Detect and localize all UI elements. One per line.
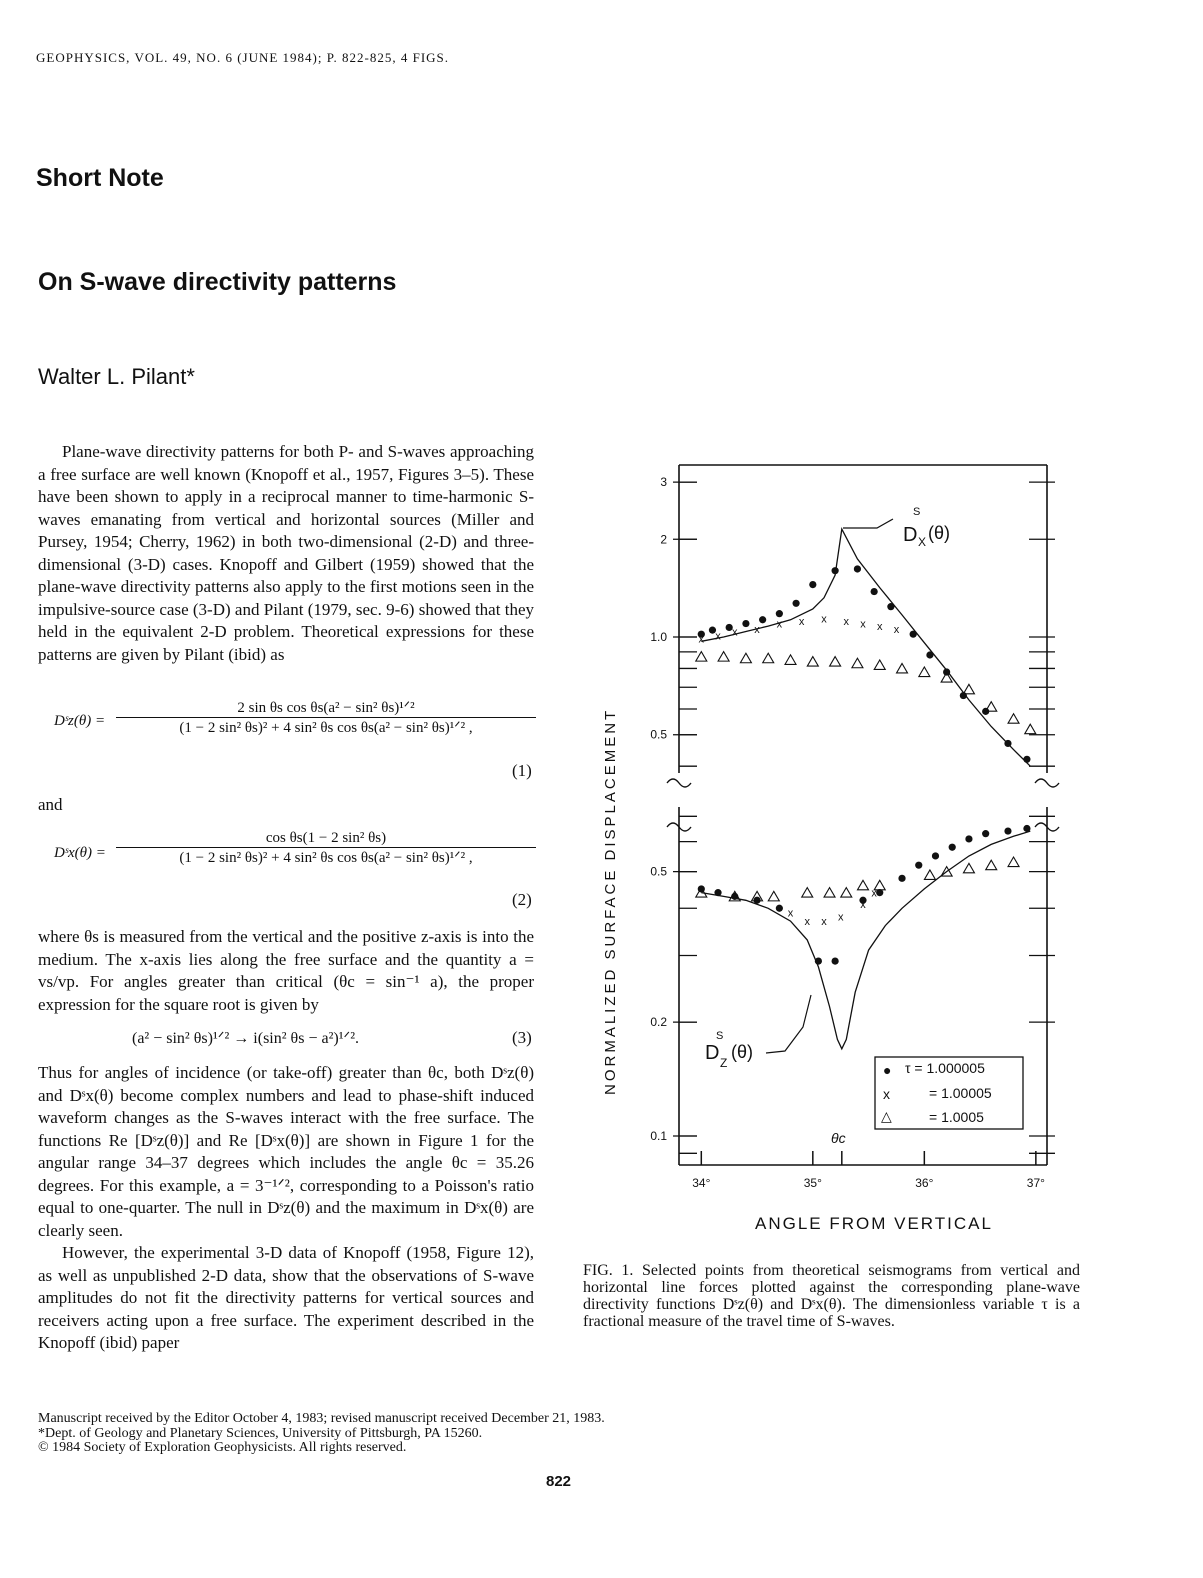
footnote-received: Manuscript received by the Editor October 4, 1983; revised manuscript received December 21, 1983.: [38, 1411, 605, 1426]
data-point-x: x: [893, 623, 900, 636]
section-label: Short Note: [36, 164, 164, 192]
dx-label-main: D: [903, 524, 918, 546]
legend-symbol-2: x: [883, 1086, 890, 1102]
data-point-x: x: [837, 911, 844, 924]
data-point-dot: [887, 603, 894, 610]
data-point-dot: [809, 581, 816, 588]
data-point-x: x: [776, 618, 783, 631]
figure-theory-curves: [698, 529, 1030, 1049]
figure-data-points: [696, 565, 1036, 964]
data-point-dot: [926, 651, 933, 658]
data-point-triangle: [824, 888, 835, 898]
data-point-x: x: [821, 613, 827, 626]
data-point-triangle: [858, 880, 869, 890]
data-point-dot: [776, 905, 783, 912]
dx-label-sub: X: [918, 535, 927, 549]
dz-label-sup: S: [716, 1030, 724, 1042]
data-point-x: x: [754, 623, 760, 636]
footnotes: [38, 1412, 938, 1456]
body-paragraph-2: where θs is measured from the vertical and the positive z-axis is into the medium. The x-axis lies along the free surface and the quantity a = vs/vp. For angles greater than critical (θc = sin⁻¹ a), the proper expression for the square root is given by: [38, 927, 534, 1014]
equation-3: (a² − sin² θs)¹ᐟ² → i(sin² θs − a²)¹ᐟ².: [132, 1030, 360, 1047]
data-point-x: x: [876, 621, 883, 634]
data-point-triangle: [763, 653, 774, 663]
dz-label-sub: Z: [720, 1056, 728, 1070]
legend-symbol-1: ●: [883, 1062, 892, 1078]
data-point-dot: [910, 631, 917, 638]
equation-2-fraction: [116, 830, 536, 867]
data-point-x: x: [798, 616, 805, 629]
data-point-dot: [871, 588, 878, 595]
data-point-x: x: [821, 916, 827, 929]
y-tick-label: 0.1: [650, 1129, 667, 1143]
footnote-copyright: © 1984 Society of Exploration Geophysicists. All rights reserved.: [38, 1440, 407, 1455]
data-point-dot: [832, 957, 839, 964]
equation-2-lhs: Dˢx(θ) =: [54, 845, 106, 861]
equation-2-numerator: cos θs(1 − 2 sin² θs): [265, 830, 387, 846]
equation-2-denominator: (1 − 2 sin² θs)² + 4 sin² θs cos θs(a² − sin² θs)¹ᐟ² ,: [179, 850, 473, 866]
equation-1-fraction: [116, 698, 536, 737]
data-point-dot: [898, 875, 905, 882]
axis-break-mark: [1035, 779, 1059, 787]
y-tick-label: 0.5: [650, 727, 667, 742]
equation-1-numerator: 2 sin θs cos θs(a² − sin² θs)¹ᐟ²: [237, 700, 415, 716]
body-paragraph-1: Plane-wave directivity patterns for both P- and S-waves approaching a free surface are well known (Knopoff et al., 1957, Figures 3–5). These have been shown to apply in a reciprocal manner to time-harmonic S-waves emanating from vertical and horizontal sources (Miller and Pursey, 1954; Cherry, 1962) in both two-dimensional (2-D) and three-dimensional (3-D) cases. Knopoff and Gilbert (1959) showed that the plane-wave directivity patterns also apply to the first motions seen in the impulsive-source case (3-D) and Pilant (1979, sec. 9-6) showed that they held in the equivalent 2-D problem. Theoretical expressions for these patterns are given by Pilant (ibid) as: [38, 442, 534, 664]
dx-label-tail: (θ): [928, 523, 950, 543]
data-point-dot: [1023, 756, 1030, 763]
dz-curve-label: [705, 995, 811, 1070]
data-point-triangle: [768, 891, 779, 901]
legend-label-3: = 1.0005: [929, 1109, 984, 1125]
x-tick-label: 34°: [692, 1176, 711, 1190]
data-point-triangle: [852, 658, 863, 668]
data-point-dot: [854, 565, 861, 572]
dz-label-main: D: [705, 1042, 720, 1064]
data-point-triangle: [924, 870, 935, 880]
data-point-x: x: [787, 907, 794, 920]
data-point-triangle: [841, 888, 852, 898]
data-point-dot: [776, 610, 783, 617]
legend-label-2: = 1.00005: [929, 1085, 992, 1101]
data-point-triangle: [874, 660, 885, 670]
equation-1-number: (1): [512, 761, 532, 780]
data-point-dot: [753, 897, 760, 904]
data-point-triangle: [718, 652, 729, 662]
dz-label-tail: (θ): [731, 1042, 753, 1062]
data-point-triangle: [963, 863, 974, 873]
theta-c-label: θc: [831, 1130, 846, 1146]
x-axis-label: ANGLE FROM VERTICAL: [755, 1214, 993, 1233]
body-paragraph-3: Thus for angles of incidence (or take-off) greater than θc, both Dˢz(θ) and Dˢx(θ) become complex numbers and lead to phase-shift induced waveform changes as the S-waves interact with the free surface. The functions Re [Dˢz(θ)] and Re [Dˢx(θ)] are shown in Figure 1 for the angular range 34–37 degrees which includes the angle θc = 35.26 degrees. For this example, a = 3⁻¹ᐟ², corresponding to a Poisson's ratio equal to one-quarter. The null in Dˢz(θ) and the maximum in Dˢx(θ) are clearly seen.: [38, 1063, 534, 1240]
data-point-triangle: [807, 657, 818, 667]
dx-theory-curve: [698, 529, 1030, 766]
page-number: 822: [546, 1473, 572, 1490]
y-tick-label: 0.5: [650, 864, 667, 879]
data-point-dot: [759, 616, 766, 623]
data-point-triangle: [802, 888, 813, 898]
data-point-dot: [965, 835, 972, 842]
data-point-triangle: [897, 663, 908, 673]
y-tick-label: 2: [660, 532, 667, 547]
data-point-x: x: [715, 630, 721, 643]
footnote-affiliation: *Dept. of Geology and Planetary Sciences, University of Pittsburgh, PA 15260.: [38, 1425, 483, 1441]
data-point-dot: [915, 862, 922, 869]
x-tick-label: 37°: [1026, 1176, 1045, 1190]
data-point-x: x: [698, 633, 705, 646]
data-point-triangle: [963, 684, 974, 694]
body-paragraph-4: However, the experimental 3-D data of Knopoff (1958, Figure 12), as well as unpublished 2-D data, show that the observations of S-wave amplitudes do not fit the directivity patterns for vertical sources and receivers acting upon a free surface. The experiment described in the Knopoff (ibid) paper: [38, 1243, 534, 1352]
author-name: Walter L. Pilant*: [38, 364, 195, 389]
data-point-dot: [742, 620, 749, 627]
data-point-dot: [949, 844, 956, 851]
data-point-triangle: [785, 655, 796, 665]
data-point-triangle: [919, 667, 930, 677]
data-point-triangle: [740, 653, 751, 663]
data-point-x: x: [860, 899, 866, 912]
equation-1-denominator: (1 − 2 sin² θs)² + 4 sin² θs cos θs(a² − sin² θs)¹ᐟ² ,: [179, 720, 473, 736]
data-point-dot: [1004, 740, 1011, 747]
legend-symbol-3: △: [881, 1108, 892, 1124]
equation-1-lhs: Dˢz(θ) =: [54, 713, 106, 729]
data-point-x: x: [804, 916, 810, 929]
data-point-triangle: [696, 652, 707, 662]
data-point-triangle: [830, 657, 841, 667]
axis-break-mark: [667, 779, 691, 787]
data-point-dot: [1023, 825, 1030, 832]
data-point-x: x: [860, 618, 866, 631]
y-tick-label: 1.0: [650, 629, 667, 644]
data-point-triangle: [1008, 857, 1019, 867]
data-point-dot: [792, 600, 799, 607]
data-point-dot: [982, 830, 989, 837]
dx-curve-label: [843, 506, 950, 549]
x-tick-label: 35°: [803, 1176, 822, 1190]
journal-header: GEOPHYSICS, VOL. 49, NO. 6 (JUNE 1984); P. 822-825, 4 FIGS.: [36, 50, 450, 65]
paper-title: On S-wave directivity patterns: [38, 268, 397, 296]
data-point-triangle: [1008, 714, 1019, 724]
y-axis-label: NORMALIZED SURFACE DISPLACEMENT: [602, 707, 619, 1095]
data-point-x: x: [871, 887, 877, 900]
dz-theory-curve: [701, 831, 1030, 1049]
dx-label-sup: S: [913, 506, 921, 518]
data-point-dot: [714, 889, 721, 896]
data-point-x: x: [843, 616, 850, 629]
y-tick-label: 0.2: [650, 1015, 667, 1030]
data-point-dot: [1004, 827, 1011, 834]
y-tick-label: 3: [660, 475, 667, 490]
x-tick-label: 36°: [915, 1176, 934, 1190]
legend: [875, 1057, 1023, 1129]
legend-label-1: τ = 1.000005: [905, 1060, 985, 1076]
data-point-dot: [932, 852, 939, 859]
data-point-triangle: [986, 860, 997, 870]
data-point-dot: [832, 567, 839, 574]
equation-3-number: (3): [512, 1028, 532, 1047]
figure-1: [585, 455, 1085, 1245]
data-point-dot: [815, 957, 822, 964]
connector-and: and: [38, 795, 63, 814]
figure-1-caption: FIG. 1. Selected points from theoretical seismograms from vertical and horizontal line forces plotted against the corresponding plane-wave directivity functions Dˢz(θ) and Dˢx(θ). The dimensionless variable τ is a fractional measure of the travel time of S-waves.: [583, 1262, 1080, 1330]
data-point-x: x: [732, 626, 738, 639]
data-point-triangle: [1025, 724, 1036, 734]
equation-2-number: (2): [512, 890, 532, 909]
